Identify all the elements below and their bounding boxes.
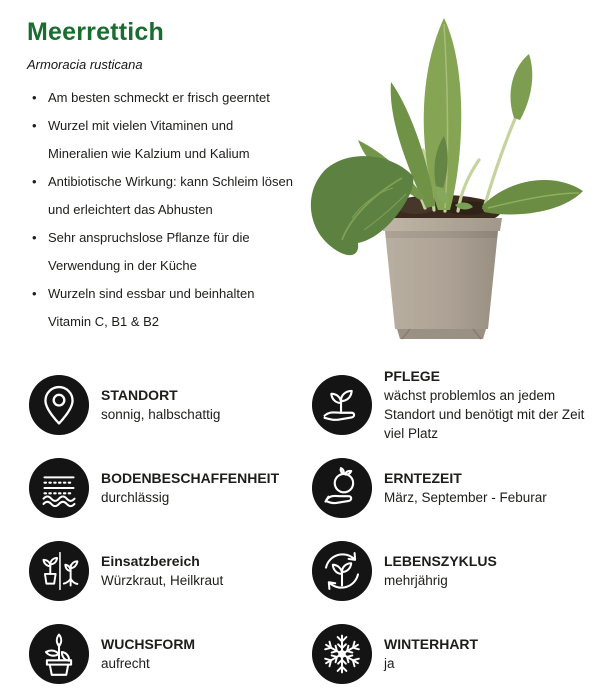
feature-value: sonnig, halbschattig [101,406,221,422]
feature-einsatzbereich [28,529,311,612]
feature-text [384,469,547,507]
feature-value: März, September - Feburar [384,489,547,505]
feature-title: WINTERHART [384,635,479,652]
botanical-name: Armoracia rusticana [27,57,143,72]
feature-text [384,552,497,590]
hand-seedling-icon [311,374,373,436]
feature-text [101,635,195,673]
bullet-item [27,280,322,336]
potted-plant-icon [28,623,90,685]
feature-text [384,367,584,443]
bullet-line: • Wurzel mit vielen Vitaminen und [48,118,234,133]
feature-text [101,552,223,590]
feature-title: WUCHSFORM [101,635,196,652]
feature-title: STANDORT [101,386,178,403]
feature-title: PFLEGE [384,367,441,384]
feature-lebenszyklus [311,529,584,612]
feature-title: BODENBESCHAFFENHEIT [101,469,280,486]
feature-value: wächst problemlos an jedem [384,387,556,403]
feature-title: LEBENSZYKLUS [384,552,497,569]
feature-value: aufrecht [101,655,150,671]
soil-layers-icon [28,457,90,519]
feature-value: Würzkraut, Heilkraut [101,572,224,588]
feature-erntezeit [311,446,584,529]
feature-value: durchlässig [101,489,170,505]
bullet-line: • Sehr anspruchslose Pflanze für die [48,230,250,245]
feature-grid [28,363,585,695]
cycle-seedling-icon [311,540,373,602]
plant-illustration [298,8,590,348]
feature-title: ERNTEZEIT [384,469,462,486]
bullet-line: und erleichtert das Abhusten [48,202,213,217]
feature-text [384,635,478,673]
bullet-line: • Am besten schmeckt er frisch geerntet [48,90,270,105]
feature-wuchsform [28,612,311,695]
product-photo [298,8,590,348]
feature-pflege [311,363,584,446]
bullet-line: Verwendung in der Küche [48,258,197,273]
pot-plant-roots-icon [28,540,90,602]
snowflake-icon [311,623,373,685]
header [27,18,164,72]
feature-title: Einsatzbereich [101,552,200,569]
page-title: Meerrettich [27,18,164,46]
bullet-line: Vitamin C, B1 & B2 [48,314,160,329]
feature-winterhart [311,612,584,695]
feature-standort [28,363,311,446]
feature-value: ja [384,655,395,671]
bullet-item [27,84,322,112]
feature-bodenbeschaffenheit [28,446,311,529]
bullet-item [27,112,322,168]
feature-value: viel Platz [384,425,439,441]
feature-value: mehrjährig [384,572,448,588]
bullet-line: • Wurzeln sind essbar und beinhalten [48,286,255,301]
bullet-item [27,168,322,224]
bullet-item [27,224,322,280]
feature-text [101,469,279,507]
bullet-line: • Antibiotische Wirkung: kann Schleim lösen [48,174,293,189]
hand-fruit-icon [311,457,373,519]
bullet-line: Mineralien wie Kalzium und Kalium [48,146,250,161]
feature-value: Standort und benötigt mit der Zeit [384,406,585,422]
location-pin-icon [28,374,90,436]
bullet-list [27,84,322,336]
feature-text [101,386,220,424]
